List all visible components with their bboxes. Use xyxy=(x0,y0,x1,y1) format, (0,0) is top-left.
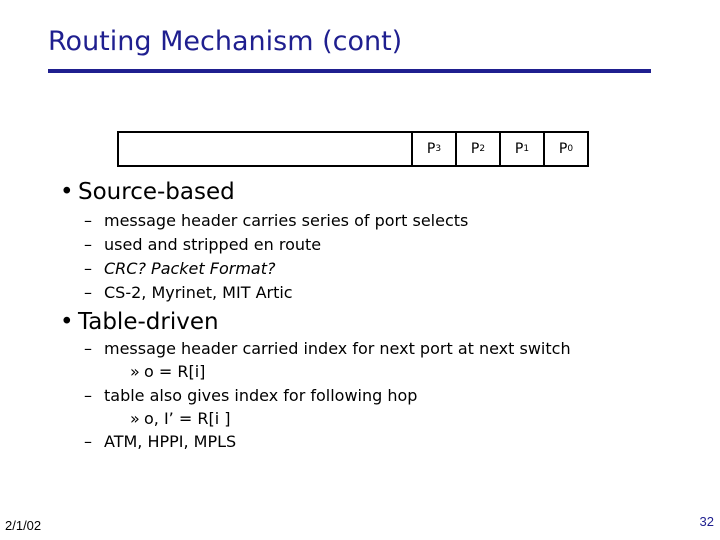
guillemet-marker: » xyxy=(130,409,140,428)
sub-item: table also gives index for following hop xyxy=(104,386,418,405)
title-underline xyxy=(48,69,651,73)
dash-marker: – xyxy=(84,211,92,230)
header-payload-field xyxy=(119,133,413,165)
port-field-p2: P 2 xyxy=(457,133,501,165)
sub-item: message header carries series of port selects xyxy=(104,211,469,230)
sub-item: used and stripped en route xyxy=(104,235,322,254)
dash-marker: – xyxy=(84,283,92,302)
message-header-diagram xyxy=(117,131,589,167)
sub-item: CS-2, Myrinet, MIT Artic xyxy=(104,283,293,302)
slide-title: Routing Mechanism (cont) xyxy=(48,26,403,57)
sub-sub-item: o, I’ = R[i ] xyxy=(144,409,231,428)
dash-marker: – xyxy=(84,339,92,358)
port-field-p0: P 0 xyxy=(558,141,574,157)
page-number: 32 xyxy=(699,514,714,529)
bullet-source-based: • Source-based xyxy=(60,179,235,205)
bullet-dot: • xyxy=(60,179,74,205)
guillemet-marker: » xyxy=(130,362,140,381)
sub-item: ATM, HPPI, MPLS xyxy=(104,432,237,451)
sub-item: CRC? Packet Format? xyxy=(104,259,276,278)
port-field-p3: P 3 xyxy=(413,133,457,165)
bullet-dot: • xyxy=(60,309,74,335)
footer-date: 2/1/02 xyxy=(5,518,42,533)
dash-marker: – xyxy=(84,235,92,254)
port-field-p1: P 1 xyxy=(501,133,545,165)
bullet-table-driven: • Table-driven xyxy=(60,309,219,335)
sub-sub-item: o = R[i] xyxy=(144,362,206,381)
sub-item: message header carried index for next port at next switch xyxy=(104,339,571,358)
dash-marker: – xyxy=(84,259,92,278)
dash-marker: – xyxy=(84,386,92,405)
dash-marker: – xyxy=(84,432,92,451)
